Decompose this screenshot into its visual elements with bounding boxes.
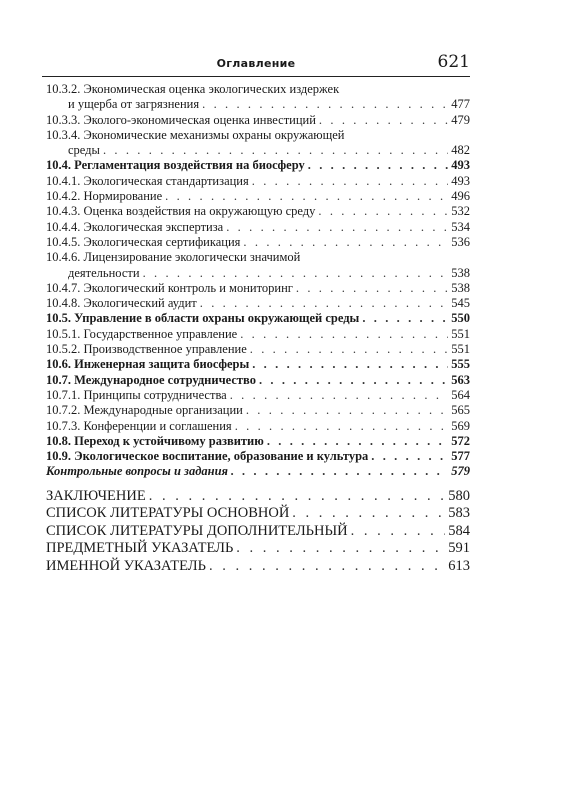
running-header (42, 52, 470, 77)
toc-entry-title: среды (68, 143, 100, 158)
toc-entry-title-line: 10.3.4. Экономические механизмы охраны окружающей (46, 127, 345, 142)
toc-entry-10-5-1 (46, 327, 470, 342)
running-header-title: Оглавление (216, 57, 296, 70)
toc-entry-conclusion (46, 488, 470, 506)
toc-entry-10-4-5 (46, 235, 470, 250)
toc-entry-title-line: 10.4.6. Лицензирование экологически значимой (46, 250, 301, 265)
toc-entry-10-4-4 (46, 220, 470, 235)
toc-entry-10-7-1 (46, 388, 470, 403)
toc-entry-10-4-6 (46, 250, 470, 281)
toc-entry-title: 10.6. Инженерная защита биосферы (46, 357, 250, 372)
toc-entry-10-4-1 (46, 174, 470, 189)
toc-entry-page: 534 (451, 219, 470, 234)
toc-entry-page: 563 (451, 372, 470, 387)
toc-entry-10-4-3 (46, 204, 470, 219)
toc-entry-page: 580 (448, 487, 470, 504)
toc-entry-title: ПРЕДМЕТНЫЙ УКАЗАТЕЛЬ (46, 540, 234, 557)
toc-entry-10-7 (46, 373, 470, 388)
toc-entry-subject-index (46, 540, 470, 558)
toc-entry-title: ИМЕННОЙ УКАЗАТЕЛЬ (46, 557, 206, 574)
toc-entry-page: 493 (451, 158, 470, 173)
toc-entry-10-4-7 (46, 281, 470, 296)
toc-entry-title: 10.4.2. Нормирование (46, 189, 163, 204)
toc-entry-title-line: 10.3.2. Экономическая оценка экологических издержек (46, 82, 340, 96)
toc-entry-title: 10.4.7. Экологический контроль и мониторинг (46, 280, 293, 295)
toc-entry-title: и ущерба от загрязнения (68, 97, 200, 112)
toc-entry-10-9 (46, 449, 470, 464)
toc-entry-page: 477 (451, 97, 470, 112)
toc-entry-title: СПИСОК ЛИТЕРАТУРЫ ДОПОЛНИТЕЛЬНЫЙ (46, 522, 348, 539)
toc-entry-10-4-2 (46, 189, 470, 204)
toc-entry-title: 10.5.1. Государственное управление (46, 326, 238, 341)
toc-entry-page: 551 (451, 326, 470, 341)
toc-entry-title: 10.7. Международное сотрудничество (46, 372, 256, 387)
toc-entry-page: 532 (451, 204, 470, 219)
toc-entry-review-questions (46, 464, 470, 479)
table-of-contents (46, 82, 470, 575)
toc-entry-10-6 (46, 357, 470, 372)
toc-entry-10-4-8 (46, 296, 470, 311)
toc-entry-10-5 (46, 311, 470, 326)
toc-entry-name-index (46, 558, 470, 576)
toc-entry-page: 482 (451, 143, 470, 158)
toc-entry-page: 591 (448, 540, 470, 557)
toc-entry-page: 579 (451, 464, 470, 479)
toc-entry-title: деятельности (68, 265, 140, 280)
toc-entry-page: 584 (448, 522, 470, 539)
toc-entry-title: 10.4.1. Экологическая стандартизация (46, 173, 249, 188)
toc-entry-page: 479 (451, 112, 470, 127)
toc-entry-page: 565 (451, 403, 470, 418)
toc-entry-title: 10.5.2. Производственное управление (46, 342, 247, 357)
toc-entry-10-4 (46, 158, 470, 173)
toc-entry-page: 577 (451, 449, 470, 464)
toc-entry-title: 10.7.1. Принципы сотрудничества (46, 387, 227, 402)
toc-entry-title: 10.4.3. Оценка воздействия на окружающую среду (46, 204, 316, 219)
toc-entry-title: 10.4. Регламентация воздействия на биосферу (46, 158, 305, 173)
toc-entry-page: 564 (451, 387, 470, 402)
toc-entry-title: СПИСОК ЛИТЕРАТУРЫ ОСНОВНОЙ (46, 505, 290, 522)
toc-entry-10-5-2 (46, 342, 470, 357)
toc-entry-page: 583 (448, 505, 470, 522)
toc-entry-10-3-3 (46, 113, 470, 128)
toc-entry-page: 538 (451, 280, 470, 295)
toc-entry-10-7-2 (46, 403, 470, 418)
page-number: 621 (437, 52, 470, 72)
toc-entry-page: 493 (451, 173, 470, 188)
toc-entry-page: 536 (451, 234, 470, 249)
toc-entry-title: 10.9. Экологическое воспитание, образование и культура (46, 449, 369, 464)
toc-entry-title: 10.4.4. Экологическая экспертиза (46, 219, 224, 234)
toc-entry-main-bibliography (46, 505, 470, 523)
toc-entry-title: 10.4.5. Экологическая сертификация (46, 234, 241, 249)
toc-entry-page: 569 (451, 418, 470, 433)
toc-entry-title: Контрольные вопросы и задания (46, 464, 228, 479)
toc-entry-page: 545 (451, 296, 470, 311)
back-matter-section (46, 488, 470, 576)
toc-entry-title: 10.8. Переход к устойчивому развитию (46, 433, 264, 448)
toc-entry-10-8 (46, 434, 470, 449)
toc-entry-page: 496 (451, 189, 470, 204)
toc-entry-10-3-4 (46, 128, 470, 159)
toc-entry-10-7-3 (46, 419, 470, 434)
toc-entry-page: 538 (451, 265, 470, 280)
toc-entry-10-3-2 (46, 82, 470, 113)
toc-entry-page: 613 (448, 557, 470, 574)
toc-entry-additional-bibliography (46, 523, 470, 541)
toc-entry-title: 10.4.8. Экологический аудит (46, 296, 197, 311)
toc-entry-page: 551 (451, 342, 470, 357)
toc-entry-title: ЗАКЛЮЧЕНИЕ (46, 487, 146, 504)
toc-entry-title: 10.7.2. Международные организации (46, 403, 243, 418)
toc-entry-title: 10.3.3. Эколого-экономическая оценка инвестиций (46, 112, 316, 127)
toc-entry-page: 572 (451, 433, 470, 448)
toc-entry-page: 555 (451, 357, 470, 372)
toc-entry-title: 10.7.3. Конференции и соглашения (46, 418, 232, 433)
toc-entry-title: 10.5. Управление в области охраны окружающей среды (46, 311, 360, 326)
toc-entry-page: 550 (451, 311, 470, 326)
